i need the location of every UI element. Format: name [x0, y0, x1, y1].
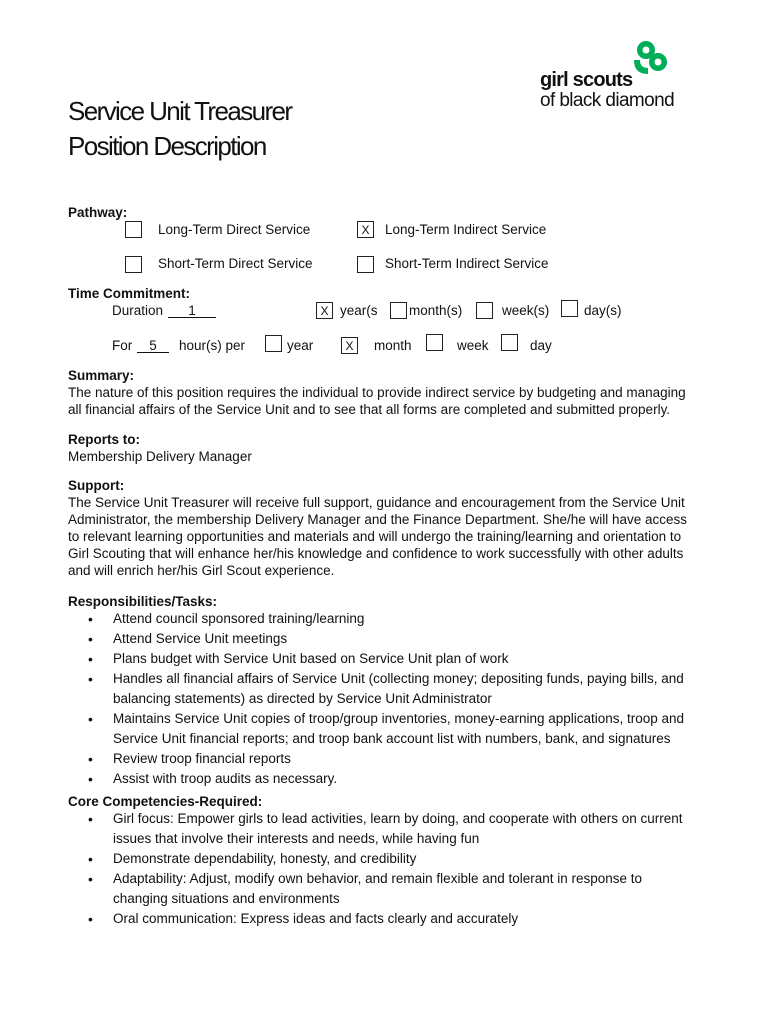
summary-text-line: The nature of this position requires the individual to provide indirect service by budgeting and managing — [68, 385, 686, 400]
per-day-checkbox[interactable] — [501, 334, 518, 351]
time-commitment-label: Time Commitment: — [68, 286, 191, 301]
list-item-continuation: Service Unit financial reports; and troop bank account list with numbers, bank, and signatures — [113, 731, 671, 746]
duration-unit-label: year(s — [340, 303, 378, 318]
reports-to-value: Membership Delivery Manager — [68, 449, 252, 464]
per-unit-label: year — [287, 338, 314, 353]
support-text-line: and will enrich her/his Girl Scout experience. — [68, 563, 335, 578]
support-text-line: Administrator, the membership Delivery Manager and the Finance Department. She/he will have access — [68, 512, 688, 527]
responsibilities-label: Responsibilities/Tasks: — [68, 594, 218, 609]
summary-label: Summary: — [68, 368, 135, 383]
competencies-list — [68, 809, 708, 929]
list-item: • Adaptability: Adjust, modify own behavior, and remain flexible and tolerant in response to — [68, 869, 708, 889]
duration-weeks-checkbox[interactable] — [476, 302, 493, 319]
pathway-checkbox-2[interactable]: X — [357, 221, 374, 238]
per-year-checkbox[interactable] — [265, 335, 282, 352]
support-text-line: Girl Scouting that will enhance her/his knowledge and confidence to work successfully with other adults — [68, 546, 684, 561]
duration-value[interactable] — [168, 303, 216, 318]
support-label: Support: — [68, 478, 125, 493]
for-label: For — [112, 338, 133, 353]
pathway-option-label: Long-Term Indirect Service — [385, 222, 547, 237]
logo-line1: girl scouts — [540, 69, 633, 91]
duration-label: Duration — [112, 303, 164, 318]
list-item: • Assist with troop audits as necessary. — [68, 769, 708, 789]
support-section — [68, 477, 708, 579]
duration-days-checkbox[interactable] — [561, 300, 578, 317]
per-unit-label: month — [374, 338, 412, 353]
per-week-checkbox[interactable] — [426, 334, 443, 351]
list-item: • Girl focus: Empower girls to lead activities, learn by doing, and cooperate with others on current — [68, 809, 708, 829]
pathway-option-label: Short-Term Direct Service — [158, 256, 313, 271]
summary-text-line: all financial affairs of the Service Unit and to see that all forms are completed and submitted properly. — [68, 402, 671, 417]
list-item-continuation: changing situations and environments — [113, 891, 340, 906]
pathway-option-label: Short-Term Indirect Service — [385, 256, 549, 271]
page-title-line1: Service Unit Treasurer — [68, 96, 292, 126]
list-item: • Handles all financial affairs of Service Unit (collecting money; depositing funds, paying bills, and — [68, 669, 708, 689]
list-item: • Attend council sponsored training/learning — [68, 609, 708, 629]
reports-to-label: Reports to: — [68, 432, 140, 447]
hours-value[interactable] — [137, 338, 169, 353]
pathway-checkbox-1[interactable] — [125, 221, 142, 238]
support-text-line: The Service Unit Treasurer will receive full support, guidance and encouragement from the Service Unit — [68, 495, 685, 510]
per-month-checkbox[interactable]: X — [341, 337, 358, 354]
list-item-continuation: balancing statements) as directed by Service Unit Administrator — [113, 691, 492, 706]
pathway-checkbox-4[interactable] — [357, 256, 374, 273]
logo-line2: of black diamond — [540, 90, 675, 111]
duration-months-checkbox[interactable] — [390, 302, 407, 319]
responsibilities-list — [68, 609, 708, 789]
duration-unit-label: day(s) — [584, 303, 622, 318]
per-unit-label: week — [457, 338, 489, 353]
list-item: • Plans budget with Service Unit based on Service Unit plan of work — [68, 649, 708, 669]
pathway-option-label: Long-Term Direct Service — [158, 222, 311, 237]
list-item: • Review troop financial reports — [68, 749, 708, 769]
hours-field[interactable]: 5 — [137, 339, 169, 353]
duration-years-checkbox[interactable]: X — [316, 302, 333, 319]
support-text-line: to relevant learning opportunities and materials and will undergo the training/learning and orientation to — [68, 529, 682, 544]
competencies-label: Core Competencies-Required: — [68, 794, 263, 809]
list-item: • Oral communication: Express ideas and facts clearly and accurately — [68, 909, 708, 929]
pathway-checkbox-3[interactable] — [125, 256, 142, 273]
pathway-label: Pathway: — [68, 205, 128, 220]
per-unit-label: day — [530, 338, 552, 353]
duration-unit-label: week(s) — [502, 303, 550, 318]
reports-to-section — [68, 431, 708, 465]
list-item-continuation: issues that involve their interests and needs, while having fun — [113, 831, 480, 846]
list-item: • Attend Service Unit meetings — [68, 629, 708, 649]
page-title-line2: Position Description — [68, 131, 266, 161]
duration-unit-label: month(s) — [409, 303, 463, 318]
duration-field[interactable]: 1 — [168, 304, 216, 318]
hours-label: hour(s) per — [179, 338, 246, 353]
summary-section — [68, 367, 708, 418]
logo — [538, 40, 718, 112]
list-item: • Maintains Service Unit copies of troop/group inventories, money-earning applications, troop and — [68, 709, 708, 729]
list-item: • Demonstrate dependability, honesty, and credibility — [68, 849, 708, 869]
